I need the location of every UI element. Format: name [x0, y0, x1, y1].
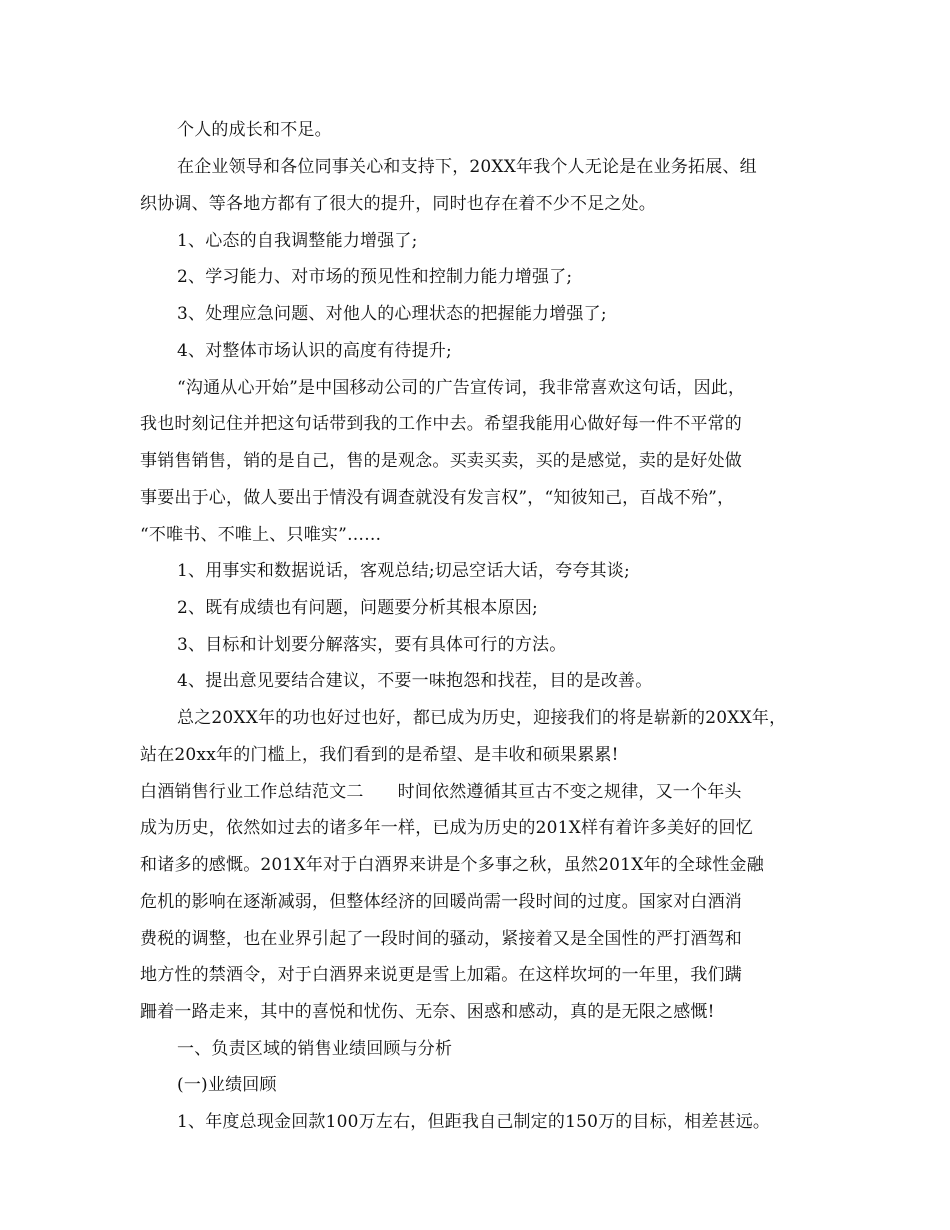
paragraph-line: 事销售销售，销的是自己，售的是观念。买卖买卖，买的是感觉，卖的是好处做: [140, 451, 742, 471]
paragraph-line: 和诸多的感慨。201X年对于白酒界来讲是个多事之秋，虽然201X年的全球性金融: [140, 855, 764, 875]
paragraph-line: 危机的影响在逐渐减弱，但整体经济的回暖尚需一段时间的过度。国家对白酒消: [140, 892, 742, 912]
paragraph-line: 费税的调整，也在业界引起了一段时间的骚动，紧接着又是全国性的严打酒驾和: [140, 929, 742, 949]
paragraph-line: 成为历史，依然如过去的诸多年一样，已成为历史的201X样有着许多美好的回忆: [140, 818, 753, 838]
paragraph-line: 织协调、等各地方都有了很大的提升，同时也存在着不少不足之处。: [140, 194, 656, 214]
list-item: 4、提出意见要结合建议，不要一味抱怨和找茬，目的是改善。: [177, 671, 653, 691]
paragraph-line: 跚着一路走来，其中的喜悦和忧伤、无奈、困惑和感动，真的是无限之感慨!: [140, 1002, 715, 1022]
paragraph-line: 总之20XX年的功也好过也好，都已成为历史，迎接我们的将是崭新的20XX年，: [177, 708, 787, 728]
list-item: 3、处理应急问题、对他人的心理状态的把握能力增强了;: [177, 304, 607, 324]
paragraph-line: 事要出于心，做人要出于情没有调查就没有发言权”，“知彼知己，百战不殆”，: [140, 488, 735, 508]
paragraph-line: 站在20xx年的门槛上，我们看到的是希望、是丰收和硕果累累!: [140, 745, 619, 765]
paragraph-line: 我也时刻记住并把这句话带到我的工作中去。希望我能用心做好每一件不平常的: [140, 414, 742, 434]
paragraph-line: “不唯书、不唯上、只唯实”……: [140, 525, 382, 545]
paragraph-line: 个人的成长和不足。: [177, 120, 332, 140]
section-heading: 白酒销售行业工作总结范文二: [140, 782, 364, 802]
list-item: 2、既有成绩也有问题，问题要分析其根本原因;: [177, 598, 538, 618]
paragraph-line: 地方性的禁酒令，对于白酒界来说更是雪上加霜。在这样坎坷的一年里，我们蹒: [140, 965, 742, 985]
paragraph-text: 时间依然遵循其亘古不变之规律，又一个年头: [397, 782, 742, 802]
list-item: 3、目标和计划要分解落实，要有具体可行的方法。: [177, 635, 567, 655]
list-item: 1、用事实和数据说话，客观总结;切忌空话大话，夸夸其谈;: [177, 561, 630, 581]
section-title: 一、负责区域的销售业绩回顾与分析: [177, 1039, 453, 1059]
list-item: 2、学习能力、对市场的预见性和控制力能力增强了;: [177, 267, 573, 287]
subsection-title: (一)业绩回顾: [177, 1075, 277, 1095]
paragraph-line: “沟通从心开始”是中国移动公司的广告宣传词，我非常喜欢这句话，因此，: [177, 378, 746, 398]
list-item: 1、年度总现金回款100万左右，但距我自己制定的150万的目标，相差甚远。: [177, 1112, 771, 1132]
list-item: 4、对整体市场认识的高度有待提升;: [177, 341, 452, 361]
list-item: 1、心态的自我调整能力增强了;: [177, 231, 418, 251]
paragraph-line: 在企业领导和各位同事关心和支持下，20XX年我个人无论是在业务拓展、组: [177, 157, 757, 177]
paragraph-line: [140, 780, 742, 804]
